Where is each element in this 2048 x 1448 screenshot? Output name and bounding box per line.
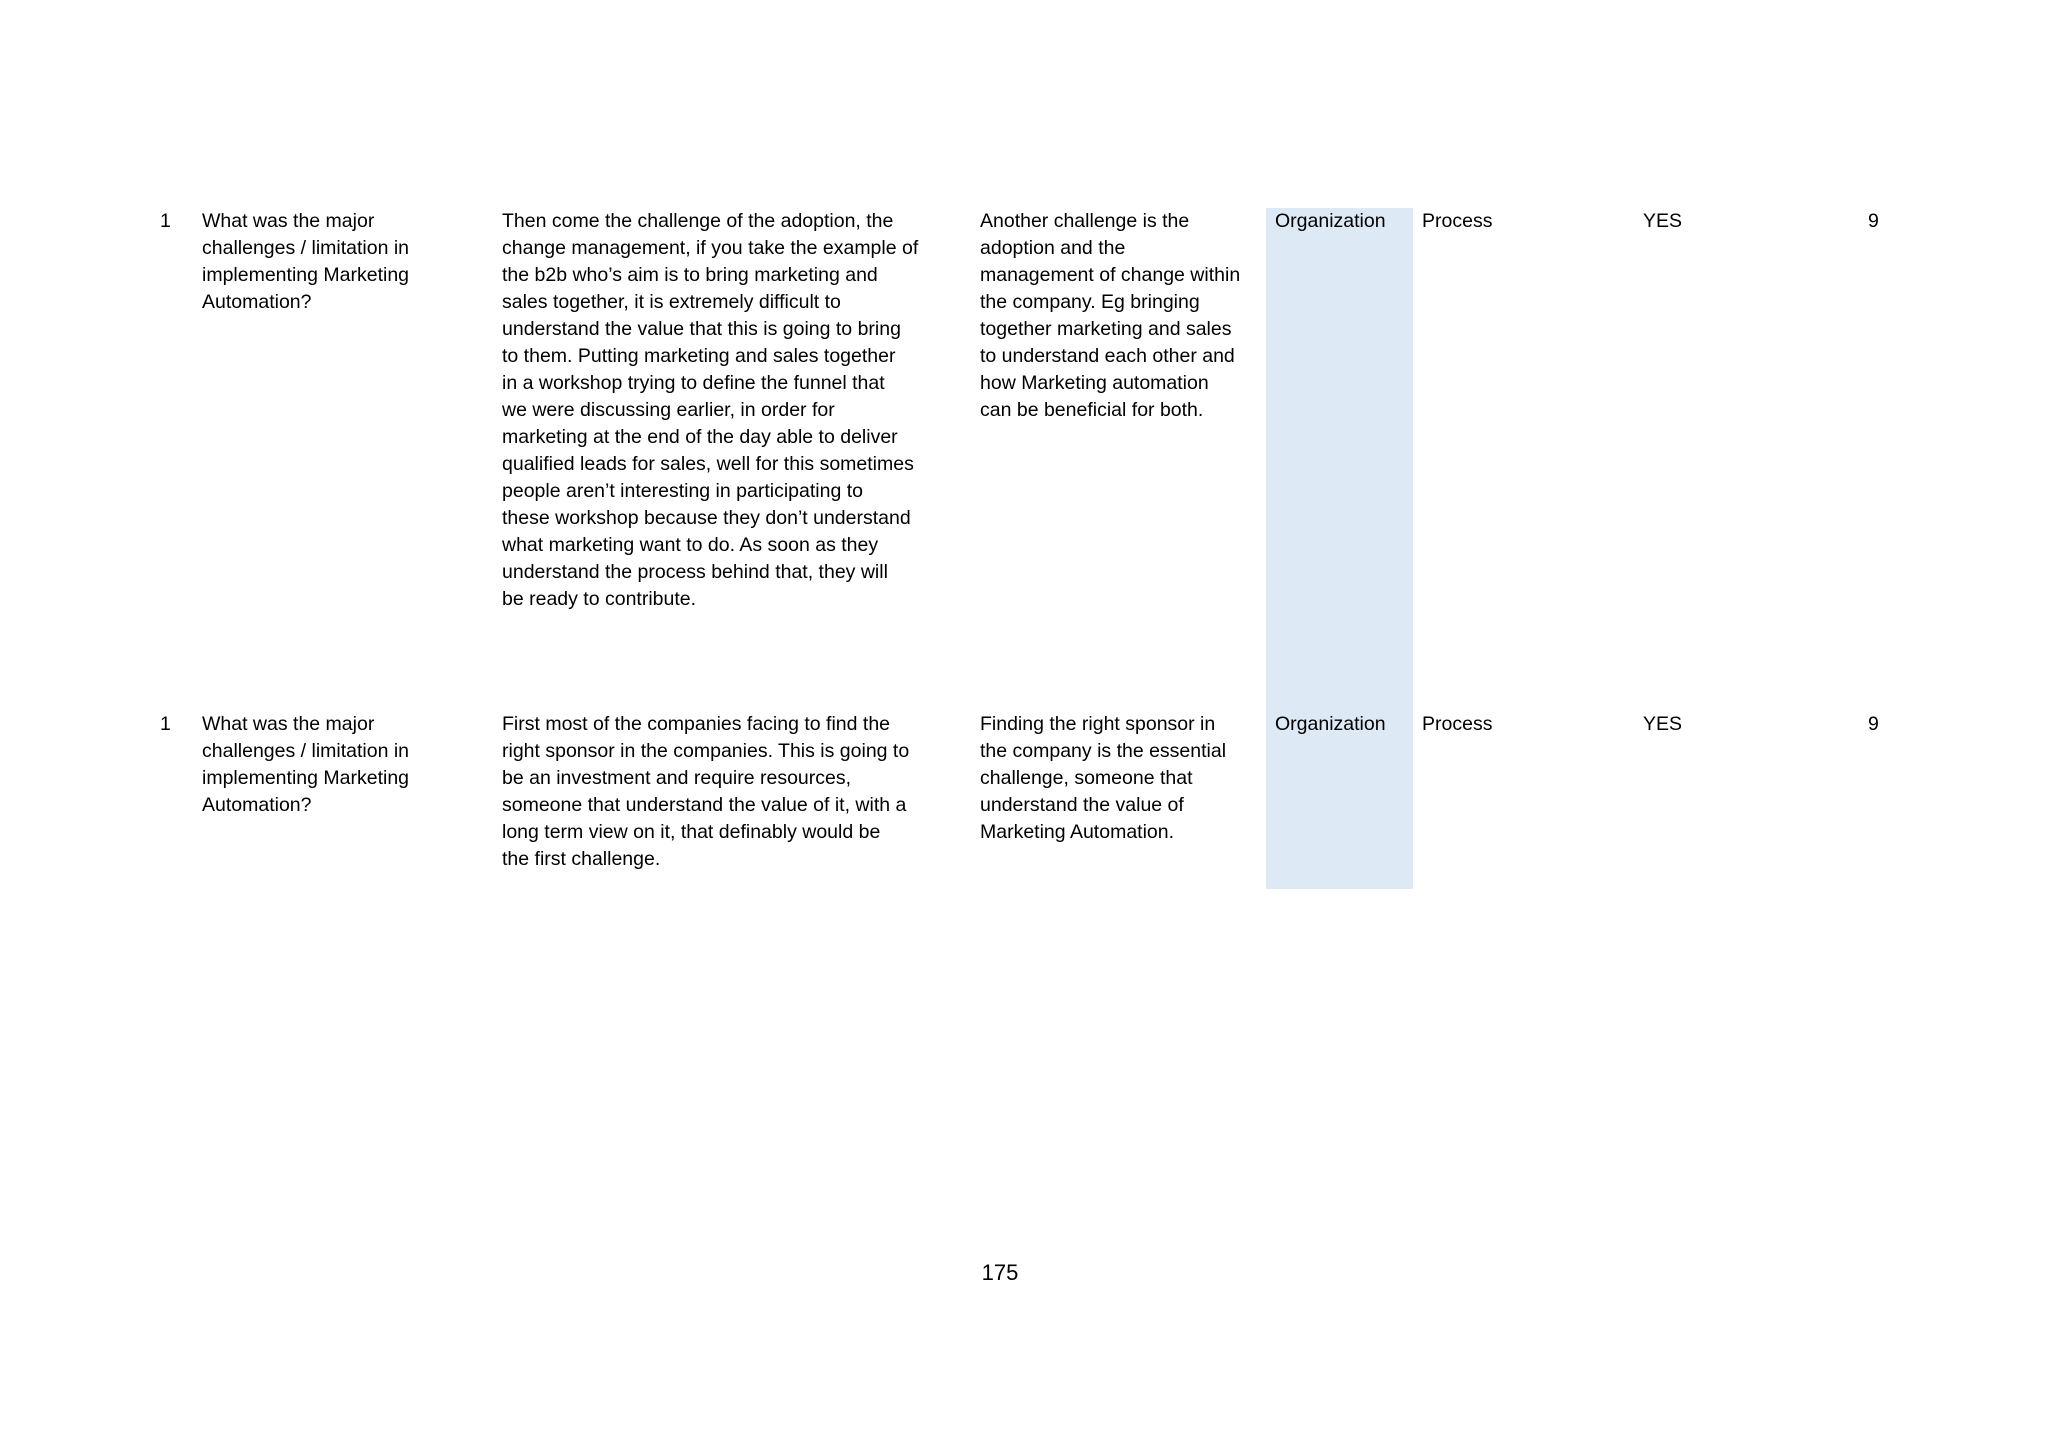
score-value: 9 <box>1868 713 1879 735</box>
question-text: What was the major challenges / limitation in implementing Marketing Automation? <box>202 713 410 816</box>
subcategory-label: Process <box>1422 713 1493 735</box>
category-label: Organization <box>1275 713 1386 735</box>
subcategory-label: Process <box>1422 210 1493 232</box>
category-column-highlight <box>1266 208 1413 889</box>
score-value: 9 <box>1868 210 1879 232</box>
summary-text: Another challenge is the adoption and the management of change within the company. Eg bringing together marketing and sales to understand each other and how Marketing automation can be beneficial for both. <box>980 210 1241 421</box>
answer-text: First most of the companies facing to find the right sponsor in the companies. This is going to be an investment and require resources, someone that understand the value of it, with a long term view on it, that definably would be the first challenge. <box>502 713 910 870</box>
row-number: 1 <box>160 210 171 232</box>
row-number: 1 <box>160 713 171 735</box>
page-number: 175 <box>981 1260 1019 1285</box>
question-text: What was the major challenges / limitation in implementing Marketing Automation? <box>202 210 410 313</box>
confirmed-value: YES <box>1643 210 1683 232</box>
confirmed-value: YES <box>1643 713 1683 735</box>
category-label: Organization <box>1275 210 1386 232</box>
summary-text: Finding the right sponsor in the company is the essential challenge, someone that understand the value of Marketing Automation. <box>980 713 1227 843</box>
answer-text: Then come the challenge of the adoption, the change management, if you take the example of the b2b who’s aim is to bring marketing and sales together, it is extremely difficult to understand the value that this is going to bring to them. Putting marketing and sales together in a workshop trying to define the funnel that we were discussing earlier, in order for marketing at the end of the day able to deliver qualified leads for sales, well for this sometimes people aren’t interesting in participating to these workshop because they don’t understand what marketing want to do. As soon as they understand the process behind that, they will be ready to contribute. <box>502 210 919 610</box>
